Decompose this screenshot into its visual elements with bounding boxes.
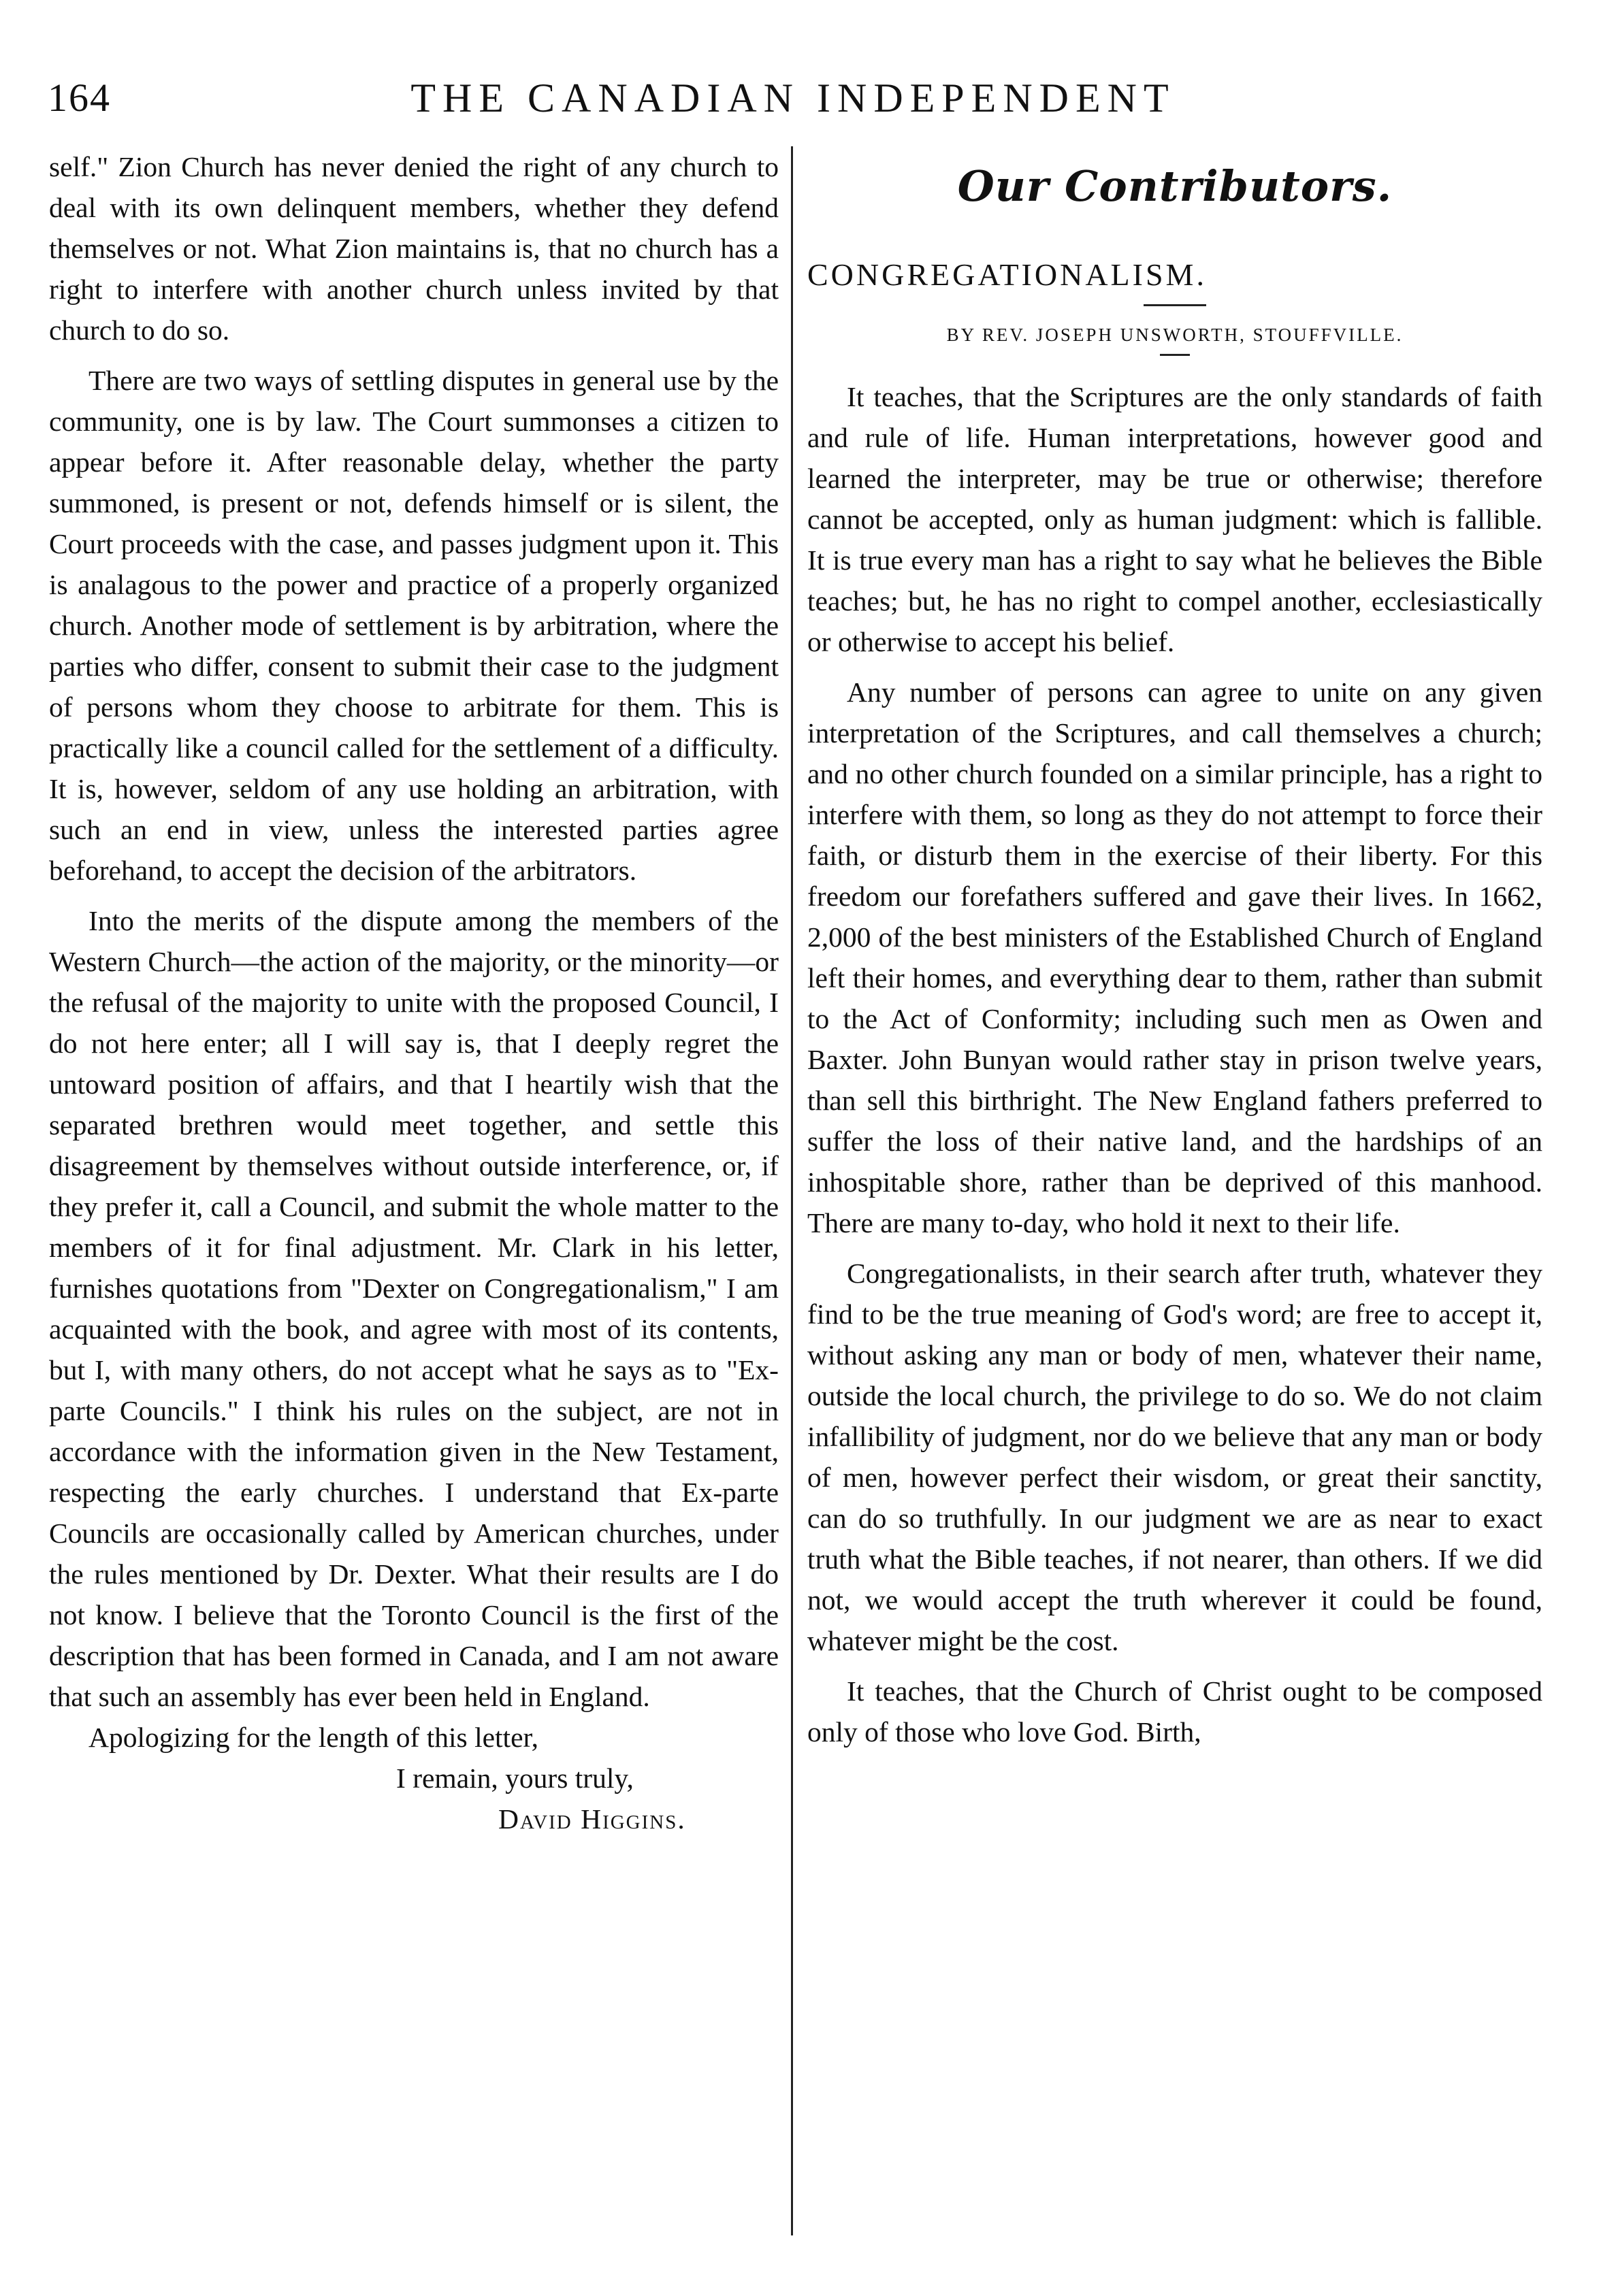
- article-paragraph: Any number of persons can agree to unite on any given interpretation of the Scriptures, and call themselves a church; and no other church founded on a similar principle, has a right to interfere with them, so long as they do not attempt to force their faith, or disturb them in the exercise of their liberty. For this freedom our forefathers suffered and gave their lives. In 1662, 2,000 of the best ministers of the Established Church of England left their homes, and everything dear to them, rather than submit to the Act of Conformity; including such men as Owen and Baxter. John Bunyan would rather stay in prison twelve years, than sell this birthright. The New England fathers preferred to suffer the loss of their native land, and the hardships of an inhospitable shore, rather than be deprived of this manhood. There are many to-day, who hold it next to their life.: [807, 676, 1542, 1239]
- letter-closing: Apologizing for the length of this letter,: [88, 1722, 539, 1753]
- page-header: [48, 75, 1538, 129]
- article-paragraph: Congregationalists, in their search after truth, whatever they find to be the true meaning of God's word; are free to accept it, without asking any man or body of men, whatever their name, outside the local church, the privilege to do so. We do not claim infallibility of judgment, nor do we believe that any man or body of men, however perfect their wisdom, or great their sanctity, can do so truthfully. In our judgment we are as near to exact truth what the Bible teaches, if not nearer, than others. If we did not, we would accept the truth wherever it could be found, whatever might be the cost.: [807, 1258, 1542, 1656]
- letter-signature: David Higgins.: [498, 1803, 686, 1835]
- article-paragraph: It teaches, that the Church of Christ ought to be composed only of those who love God. Birth,: [807, 1675, 1542, 1748]
- letter-paragraph: self." Zion Church has never denied the right of any church to deal with its own delinquent members, whether they defend themselves or not. What Zion maintains is, that no church has a right to interfere with another church unless invited by that church to do so.: [49, 151, 779, 346]
- article-byline: BY REV. JOSEPH UNSWORTH, STOUFFVILLE.: [946, 325, 1404, 345]
- left-column: [49, 146, 779, 1839]
- paragraph-gap: [49, 350, 779, 360]
- right-column: [807, 146, 1542, 1752]
- article-title: CONGREGATIONALISM.: [807, 257, 1207, 292]
- letter-valediction: I remain, yours truly,: [396, 1762, 634, 1794]
- paragraph-gap: [807, 1661, 1542, 1671]
- column-divider: [791, 146, 793, 2235]
- letter-paragraph: There are two ways of settling disputes in general use by the community, one is by law. The Court summonses a citizen to appear before it. After reasonable delay, whether the party summoned, is present or not, defends himself or is silent, the Court proceeds with the case, and passes judgment upon it. This is analagous to the power and practice of a properly organized church. Another mode of settlement is by arbitration, where the parties who differ, consent to submit their case to the judgment of persons whom they choose to arbitrate for them. This is practically like a council called for the settlement of a difficulty. It is, however, seldom of any use holding an arbitration, with such an end in view, unless the interested parties agree beforehand, to accept the decision of the arbitrators.: [49, 365, 779, 886]
- paragraph-gap: [49, 891, 779, 900]
- title-rule: [1144, 304, 1206, 306]
- section-title: Our Contributors.: [957, 161, 1393, 211]
- paragraph-gap: [807, 1243, 1542, 1253]
- article-paragraph: It teaches, that the Scriptures are the only standards of faith and rule of life. Human interpretations, however good and learned the interpreter, may be true or otherwise; therefore cannot be accepted, only as human judgment: which is fallible. It is true every man has a right to say what he believes the Bible teaches; but, he has no right to compel another, ecclesiastically or otherwise to accept his belief.: [807, 381, 1542, 657]
- byline-rule: [1160, 354, 1190, 356]
- running-title: THE CANADIAN INDEPENDENT: [410, 76, 1176, 120]
- letter-paragraph: Into the merits of the dispute among the members of the Western Church—the action of the majority, or the minority—or the refusal of the majority to unite with the proposed Council, I do not here enter; all I will say is, that I deeply regret the untoward position of affairs, and that I heartily wish that the separated brethren would meet together, and settle this disagreement by themselves without outside interference, or, if they prefer it, call a Council, and submit the whole matter to the members of it for final adjustment. Mr. Clark in his letter, furnishes quotations from "Dexter on Congregationalism," I am acquainted with the book, and agree with most of its contents, but I, with many others, do not accept what he says as to "Ex-parte Councils." I think his rules on the subject, are not in accordance with the information given in the New Testament, respecting the early churches. I understand that Ex-parte Councils are occasionally called by American churches, under the rules mentioned by Dr. Dexter. What their results are I do not know. I believe that the Toronto Council is the first of the description that has been formed in Canada, and I am not aware that such an assembly has ever been held in England.: [49, 905, 779, 1712]
- page-number: 164: [48, 76, 111, 120]
- paragraph-gap: [807, 662, 1542, 672]
